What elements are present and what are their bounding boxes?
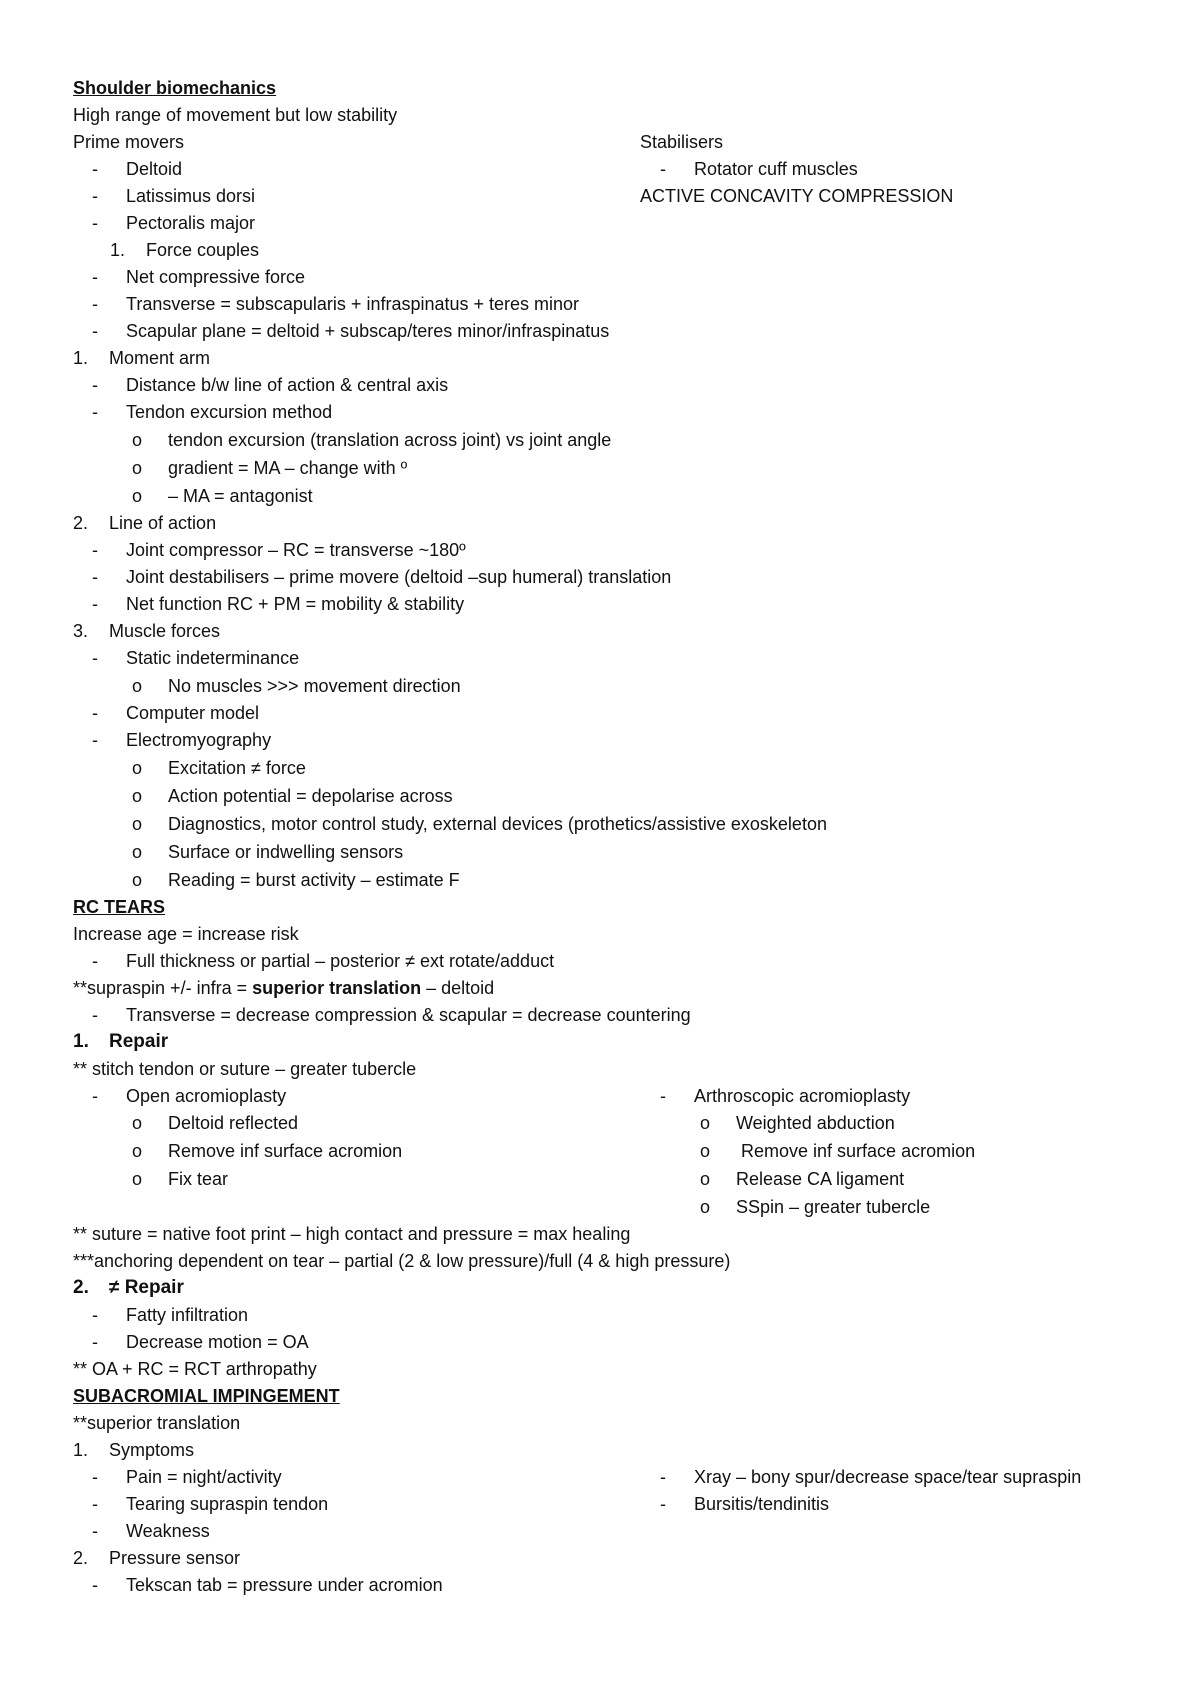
sub-bullet-item: o No muscles >>> movement direction [132, 676, 461, 696]
numbered-item: 1. Force couples [110, 240, 260, 260]
bullet-item: - Bursitis/tendinitis [660, 1494, 830, 1514]
text-line: ACTIVE CONCAVITY COMPRESSION [640, 186, 954, 206]
sub-bullet-marker: o [132, 786, 143, 806]
column-heading: Stabilisers [640, 132, 724, 152]
bullet-marker: - [92, 951, 98, 971]
bullet-marker: - [660, 159, 666, 179]
bullet-item: - Net compressive force [92, 267, 306, 287]
note-line: ** stitch tendon or suture – greater tubercle [73, 1059, 417, 1079]
bullet-item: - Transverse = subscapularis + infraspinatus + teres minor [92, 294, 580, 314]
note-line: ** suture = native foot print – high contact and pressure = max healing [73, 1224, 631, 1244]
bullet-marker: - [92, 213, 98, 233]
bullet-marker: - [92, 375, 98, 395]
sub-bullet-item: o Fix tear [132, 1169, 229, 1189]
bullet-marker: - [92, 186, 98, 206]
bullet-item: - Net function RC + PM = mobility & stability [92, 594, 465, 614]
number-marker: 2. [73, 513, 89, 533]
bullet-item: - Transverse = decrease compression & scapular = decrease countering [92, 1005, 691, 1025]
numbered-item: 3. Muscle forces [73, 621, 221, 641]
bullet-item: - Pectoralis major [92, 213, 256, 233]
section-heading: SUBACROMIAL IMPINGEMENT [73, 1386, 340, 1406]
sub-bullet-marker: o [132, 676, 143, 696]
bullet-marker: - [92, 294, 98, 314]
bullet-item: - Scapular plane = deltoid + subscap/teres minor/infraspinatus [92, 321, 610, 341]
numbered-item: 2. Line of action [73, 513, 217, 533]
sub-bullet-item: o – MA = antagonist [132, 486, 313, 506]
bullet-marker: - [92, 1332, 98, 1352]
number-marker: 1. [110, 240, 126, 260]
bullet-item: - Rotator cuff muscles [660, 159, 858, 179]
bullet-marker: - [92, 594, 98, 614]
bullet-marker: - [92, 267, 98, 287]
sub-bullet-marker: o [700, 1113, 711, 1133]
sub-bullet-item: o Remove inf surface acromion [700, 1141, 976, 1161]
sub-bullet-marker: o [132, 814, 143, 834]
numbered-item: 1. Moment arm [73, 348, 211, 368]
sub-bullet-marker: o [132, 1113, 143, 1133]
sub-bullet-item: o Release CA ligament [700, 1169, 905, 1189]
sub-bullet-item: o SSpin – greater tubercle [700, 1197, 931, 1217]
sub-bullet-marker: o [132, 486, 143, 506]
sub-bullet-marker: o [132, 1141, 143, 1161]
numbered-item: 1. Symptoms [73, 1440, 195, 1460]
bullet-marker: - [92, 1521, 98, 1541]
bullet-marker: - [660, 1467, 666, 1487]
bullet-marker: - [92, 402, 98, 422]
sub-bullet-marker: o [132, 870, 143, 890]
numbered-item: 2. Pressure sensor [73, 1548, 241, 1568]
bullet-item: - Static indeterminance [92, 648, 300, 668]
bullet-item: - Joint compressor – RC = transverse ~180º [92, 540, 466, 560]
note-line: ***anchoring dependent on tear – partial (2 & low pressure)/full (4 & high pressure) [73, 1251, 731, 1271]
note-line: **superior translation [73, 1413, 241, 1433]
note-line: ** OA + RC = RCT arthropathy [73, 1359, 317, 1379]
bullet-marker: - [92, 730, 98, 750]
bullet-marker: - [92, 540, 98, 560]
sub-bullet-item: o Excitation ≠ force [132, 758, 306, 778]
number-marker: 2. [73, 1548, 89, 1568]
sub-bullet-marker: o [132, 1169, 143, 1189]
bullet-marker: - [92, 1575, 98, 1595]
bullet-item: - Joint destabilisers – prime movere (deltoid –sup humeral) translation [92, 567, 672, 587]
bullet-marker: - [92, 1086, 98, 1106]
bullet-marker: - [92, 648, 98, 668]
bullet-item: - Computer model [92, 703, 260, 723]
bullet-marker: - [92, 703, 98, 723]
sub-bullet-marker: o [132, 842, 143, 862]
sub-bullet-item: o Diagnostics, motor control study, external devices (prothetics/assistive exoskeleton [132, 814, 827, 834]
sub-bullet-marker: o [700, 1169, 711, 1189]
text-line: Increase age = increase risk [73, 924, 299, 944]
sub-bullet-item: o tendon excursion (translation across joint) vs joint angle [132, 430, 612, 450]
section-heading: Shoulder biomechanics [73, 78, 277, 98]
bullet-item: - Xray – bony spur/decrease space/tear supraspin [660, 1467, 1082, 1487]
bullet-marker: - [92, 159, 98, 179]
sub-bullet-marker: o [132, 758, 143, 778]
sub-bullet-marker: o [700, 1141, 711, 1161]
sub-bullet-marker: o [132, 430, 143, 450]
bullet-item: - Fatty infiltration [92, 1305, 249, 1325]
bullet-marker: - [92, 1494, 98, 1514]
text-line: High range of movement but low stability [73, 105, 398, 125]
subheading: 1. Repair [73, 1031, 169, 1052]
sub-bullet-item: o Deltoid reflected [132, 1113, 299, 1133]
bullet-marker: - [92, 1305, 98, 1325]
bullet-item: - Tendon excursion method [92, 402, 333, 422]
bullet-item: - Electromyography [92, 730, 272, 750]
bullet-item: - Decrease motion = OA [92, 1332, 309, 1352]
bullet-item: - Pain = night/activity [92, 1467, 282, 1487]
sub-bullet-marker: o [132, 458, 143, 478]
bold-phrase: superior translation [252, 978, 422, 998]
sub-bullet-marker: o [700, 1197, 711, 1217]
bullet-item: - Deltoid [92, 159, 183, 179]
sub-bullet-item: o Remove inf surface acromion [132, 1141, 403, 1161]
bullet-item: - Full thickness or partial – posterior ≠ ext rotate/adduct [92, 951, 555, 971]
bullet-marker: - [92, 1467, 98, 1487]
section-heading: RC TEARS [73, 897, 166, 917]
bullet-item: - Weakness [92, 1521, 210, 1541]
bullet-item: - Latissimus dorsi [92, 186, 256, 206]
bullet-item: - Open acromioplasty [92, 1086, 287, 1106]
bullet-marker: - [92, 321, 98, 341]
sub-bullet-item: o Action potential = depolarise across [132, 786, 453, 806]
sub-bullet-item: o Reading = burst activity – estimate F [132, 870, 460, 890]
bullet-marker: - [660, 1086, 666, 1106]
sub-bullet-item: o gradient = MA – change with º [132, 458, 408, 478]
sub-bullet-item: o Surface or indwelling sensors [132, 842, 404, 862]
bullet-marker: - [92, 1005, 98, 1025]
column-heading: Prime movers [73, 132, 185, 152]
bullet-item: - Distance b/w line of action & central axis [92, 375, 449, 395]
note-line: **supraspin +/- infra = superior translation – deltoid [73, 978, 495, 998]
number-marker: 1. [73, 1440, 89, 1460]
number-marker: 1. [73, 348, 89, 368]
bullet-item: - Arthroscopic acromioplasty [660, 1086, 911, 1106]
bullet-item: - Tekscan tab = pressure under acromion [92, 1575, 443, 1595]
number-marker: 3. [73, 621, 89, 641]
bullet-marker: - [660, 1494, 666, 1514]
number-marker: 2. [73, 1277, 89, 1298]
bullet-marker: - [92, 567, 98, 587]
subheading: 2. ≠ Repair [73, 1277, 184, 1298]
sub-bullet-item: o Weighted abduction [700, 1113, 895, 1133]
number-marker: 1. [73, 1031, 89, 1052]
bullet-item: - Tearing supraspin tendon [92, 1494, 329, 1514]
